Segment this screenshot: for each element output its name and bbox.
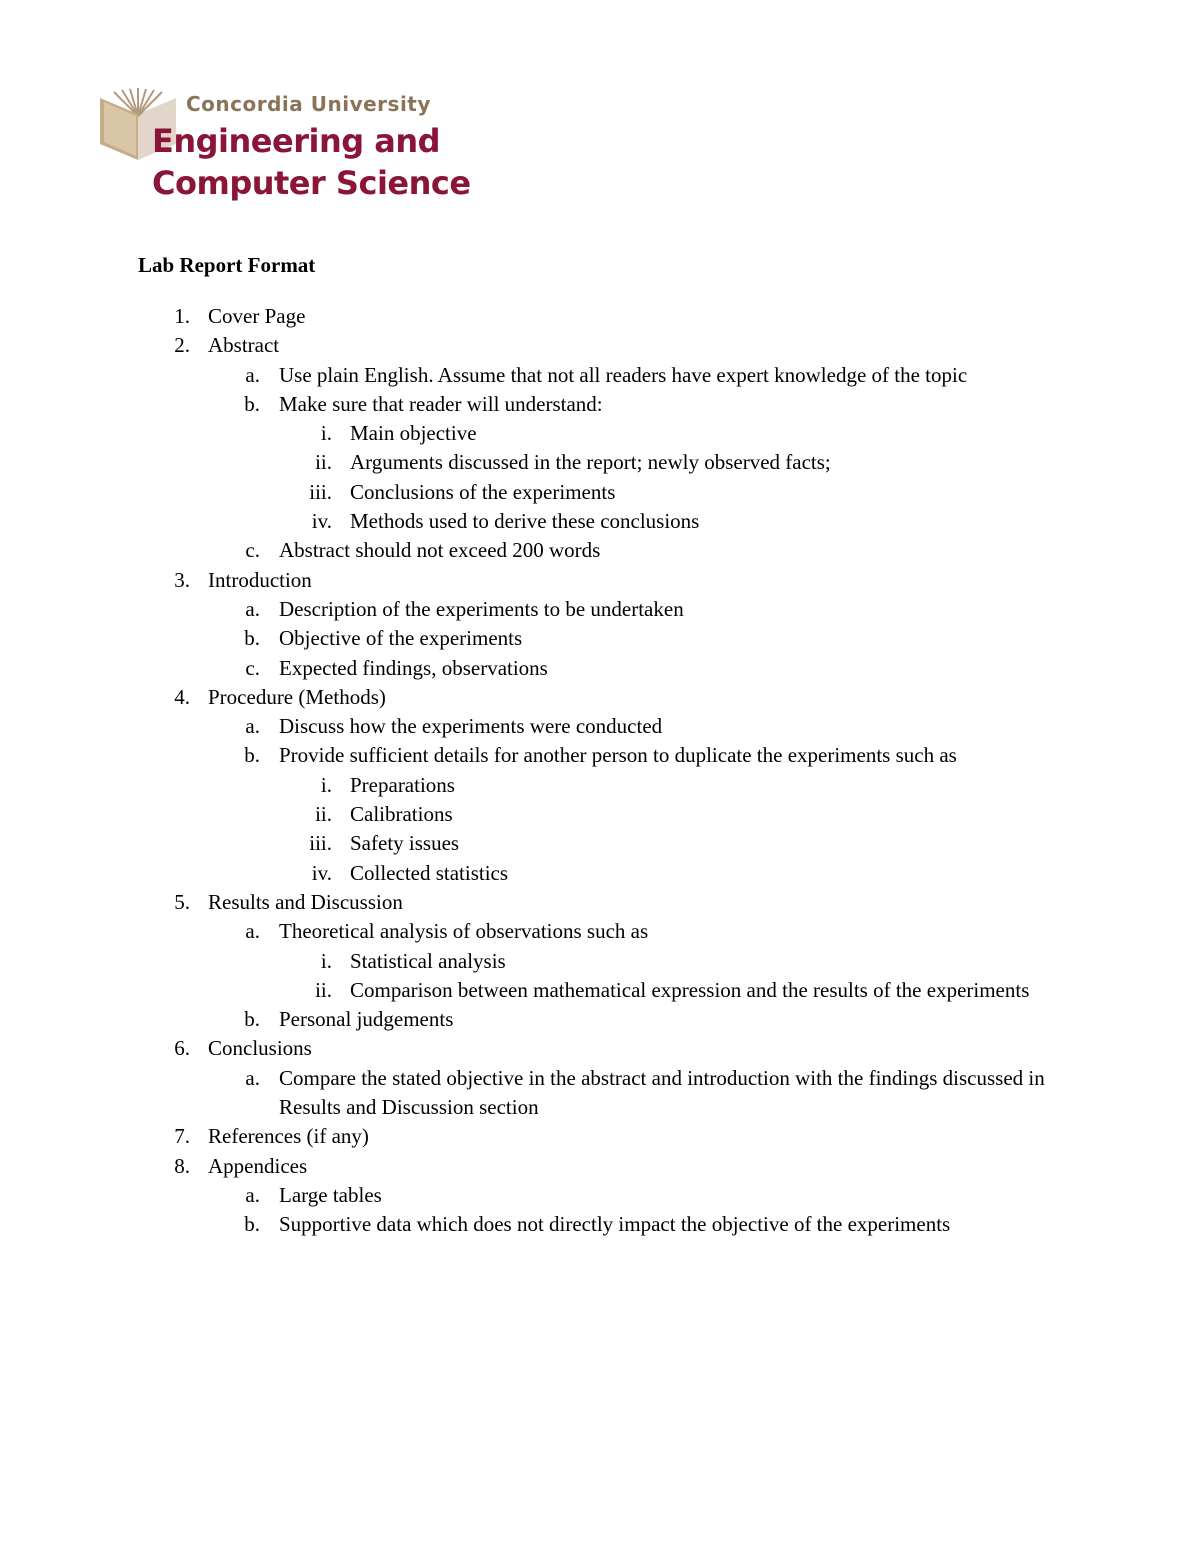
outline-subitem bbox=[138, 478, 1098, 507]
list-item-text: Procedure (Methods) bbox=[208, 684, 386, 709]
list-item-text: Abstract should not exceed 200 words bbox=[279, 538, 601, 563]
list-item-text: Objective of the experiments bbox=[279, 626, 523, 651]
outline-subitem bbox=[138, 829, 1098, 858]
list-marker: 3. bbox=[174, 567, 190, 592]
outline-section bbox=[138, 888, 1098, 917]
outline-subsection bbox=[138, 1064, 1098, 1123]
outline-subsection bbox=[138, 917, 1098, 946]
list-marker: iii. bbox=[309, 479, 332, 504]
list-marker: a. bbox=[245, 919, 260, 944]
list-marker: a. bbox=[245, 714, 260, 739]
list-item-text: Comparison between mathematical expression and the results of the experiments bbox=[350, 977, 1030, 1002]
outline-section bbox=[138, 331, 1098, 360]
list-marker: 5. bbox=[174, 889, 190, 914]
outline-list bbox=[138, 302, 1098, 1240]
outline-subitem bbox=[138, 976, 1098, 1005]
faculty-name-line1: Engineering and bbox=[152, 122, 441, 160]
university-name: Concordia University bbox=[186, 92, 431, 116]
list-item-text: Use plain English. Assume that not all readers have expert knowledge of the topic bbox=[279, 362, 968, 387]
document-title: Lab Report Format bbox=[138, 253, 316, 277]
list-marker: ii. bbox=[315, 802, 332, 827]
list-marker: i. bbox=[320, 772, 332, 797]
list-item-text: Theoretical analysis of observations such as bbox=[279, 919, 649, 944]
list-marker: 7. bbox=[174, 1124, 190, 1149]
list-item-text: Compare the stated objective in the abstract and introduction with the findings discussed in Results and Discussion section bbox=[279, 1065, 1045, 1120]
outline-subitem bbox=[138, 507, 1098, 536]
list-item-text: Introduction bbox=[208, 567, 312, 592]
list-item-text: Collected statistics bbox=[350, 860, 509, 885]
outline-subitem bbox=[138, 947, 1098, 976]
list-item-text: Preparations bbox=[350, 772, 455, 797]
list-marker: c. bbox=[245, 538, 260, 563]
list-item-text: Conclusions bbox=[208, 1036, 312, 1061]
list-item-text: Conclusions of the experiments bbox=[350, 479, 616, 504]
list-marker: iii. bbox=[309, 831, 332, 856]
outline-subsection bbox=[138, 1210, 1098, 1239]
outline-subitem bbox=[138, 771, 1098, 800]
outline-subitem bbox=[138, 800, 1098, 829]
list-item-text: Cover Page bbox=[208, 304, 306, 328]
outline-section bbox=[138, 1152, 1098, 1181]
outline-section bbox=[138, 566, 1098, 595]
outline-subitem bbox=[138, 448, 1098, 477]
list-marker: 8. bbox=[174, 1153, 190, 1178]
outline-subsection bbox=[138, 595, 1098, 624]
list-marker: b. bbox=[244, 743, 260, 768]
list-item-text: Calibrations bbox=[350, 802, 453, 827]
list-marker: iv. bbox=[311, 509, 332, 534]
list-item-text: Large tables bbox=[279, 1182, 382, 1207]
list-item-text: Description of the experiments to be undertaken bbox=[279, 596, 684, 621]
list-item-text: Make sure that reader will understand: bbox=[279, 391, 603, 416]
list-marker: a. bbox=[245, 596, 260, 621]
list-marker: 6. bbox=[174, 1036, 190, 1061]
university-logo bbox=[96, 88, 476, 208]
list-marker: 4. bbox=[174, 684, 190, 709]
list-item-text: Supportive data which does not directly impact the objective of the experiments bbox=[279, 1212, 951, 1237]
outline-subitem bbox=[138, 859, 1098, 888]
outline-subsection bbox=[138, 1181, 1098, 1210]
list-item-text: Safety issues bbox=[350, 831, 460, 856]
outline-subsection bbox=[138, 654, 1098, 683]
list-item-text: Abstract bbox=[208, 333, 280, 358]
list-item-text: Results and Discussion bbox=[208, 889, 403, 914]
list-marker: a. bbox=[245, 1065, 260, 1090]
list-marker: b. bbox=[244, 1212, 260, 1237]
list-item-text: Methods used to derive these conclusions bbox=[350, 509, 700, 534]
list-item-text: Statistical analysis bbox=[350, 948, 506, 973]
list-marker: a. bbox=[245, 1182, 260, 1207]
list-marker: i. bbox=[320, 948, 332, 973]
outline-subsection bbox=[138, 536, 1098, 565]
outline-section bbox=[138, 683, 1098, 712]
outline-subsection bbox=[138, 741, 1098, 770]
list-item-text: Expected findings, observations bbox=[279, 655, 548, 680]
list-marker: b. bbox=[244, 391, 260, 416]
outline-subsection bbox=[138, 390, 1098, 419]
list-marker: ii. bbox=[315, 977, 332, 1002]
list-item-text: Provide sufficient details for another person to duplicate the experiments such as bbox=[279, 743, 957, 768]
outline-section bbox=[138, 1034, 1098, 1063]
faculty-name-line2: Computer Science bbox=[152, 164, 471, 202]
outline-section bbox=[138, 302, 1098, 331]
document-body bbox=[138, 250, 1098, 1240]
list-marker: a. bbox=[245, 362, 260, 387]
list-marker: iv. bbox=[311, 860, 332, 885]
list-marker: ii. bbox=[315, 450, 332, 475]
list-marker: 2. bbox=[174, 333, 190, 358]
list-marker: b. bbox=[244, 1007, 260, 1032]
list-item-text: Discuss how the experiments were conducted bbox=[279, 714, 663, 739]
list-item-text: References (if any) bbox=[208, 1124, 369, 1149]
outline-section bbox=[138, 1122, 1098, 1151]
list-marker: i. bbox=[320, 421, 332, 446]
list-item-text: Main objective bbox=[350, 421, 477, 446]
outline-subsection bbox=[138, 712, 1098, 741]
list-item-text: Personal judgements bbox=[279, 1007, 454, 1032]
outline-subsection bbox=[138, 1005, 1098, 1034]
outline-subsection bbox=[138, 361, 1098, 390]
outline-subsection bbox=[138, 624, 1098, 653]
list-marker: b. bbox=[244, 626, 260, 651]
list-marker: c. bbox=[245, 655, 260, 680]
list-marker: 1. bbox=[174, 304, 190, 328]
list-item-text: Appendices bbox=[208, 1153, 308, 1178]
list-item-text: Arguments discussed in the report; newly observed facts; bbox=[350, 450, 831, 475]
outline-subitem bbox=[138, 419, 1098, 448]
